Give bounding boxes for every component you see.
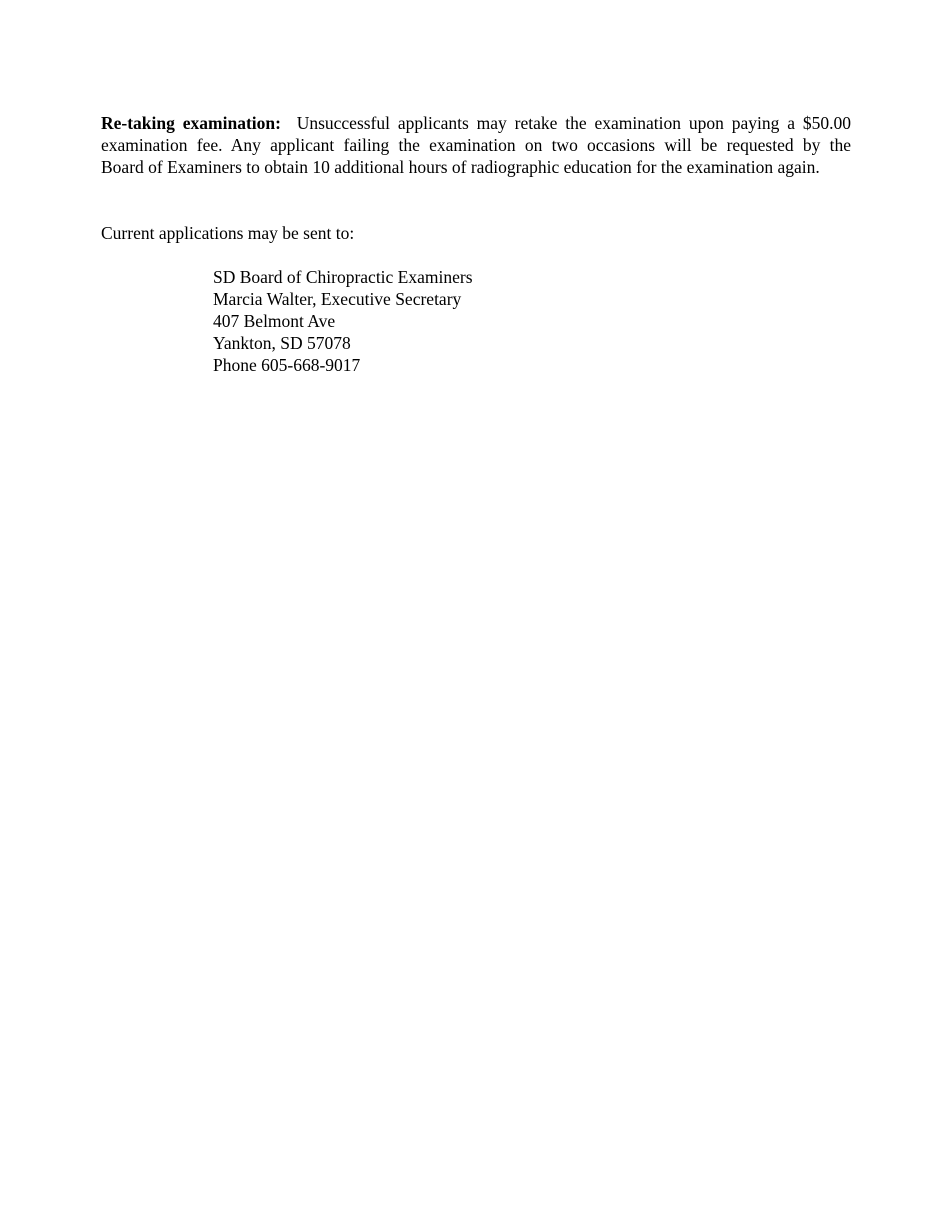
address-contact: Marcia Walter, Executive Secretary: [213, 289, 462, 309]
retake-line-1-text: Unsuccessful applicants may retake the examination upon paying a $50.00: [296, 113, 851, 133]
mailing-address: [213, 266, 473, 376]
address-city-state-zip: Yankton, SD 57078: [213, 333, 351, 353]
retake-line-1: [101, 112, 851, 134]
retake-paragraph: [101, 112, 851, 178]
address-phone: Phone 605-668-9017: [213, 355, 361, 375]
retake-line-2: examination fee. Any applicant failing the examination on two occasions will be requested by the: [101, 135, 851, 155]
retake-heading: Re-taking examination:: [101, 113, 281, 133]
retake-line-3: Board of Examiners to obtain 10 additional hours of radiographic education for the examination again.: [101, 157, 820, 177]
address-organization: SD Board of Chiropractic Examiners: [213, 267, 473, 287]
applications-label: Current applications may be sent to:: [101, 223, 355, 243]
address-street: 407 Belmont Ave: [213, 311, 336, 331]
